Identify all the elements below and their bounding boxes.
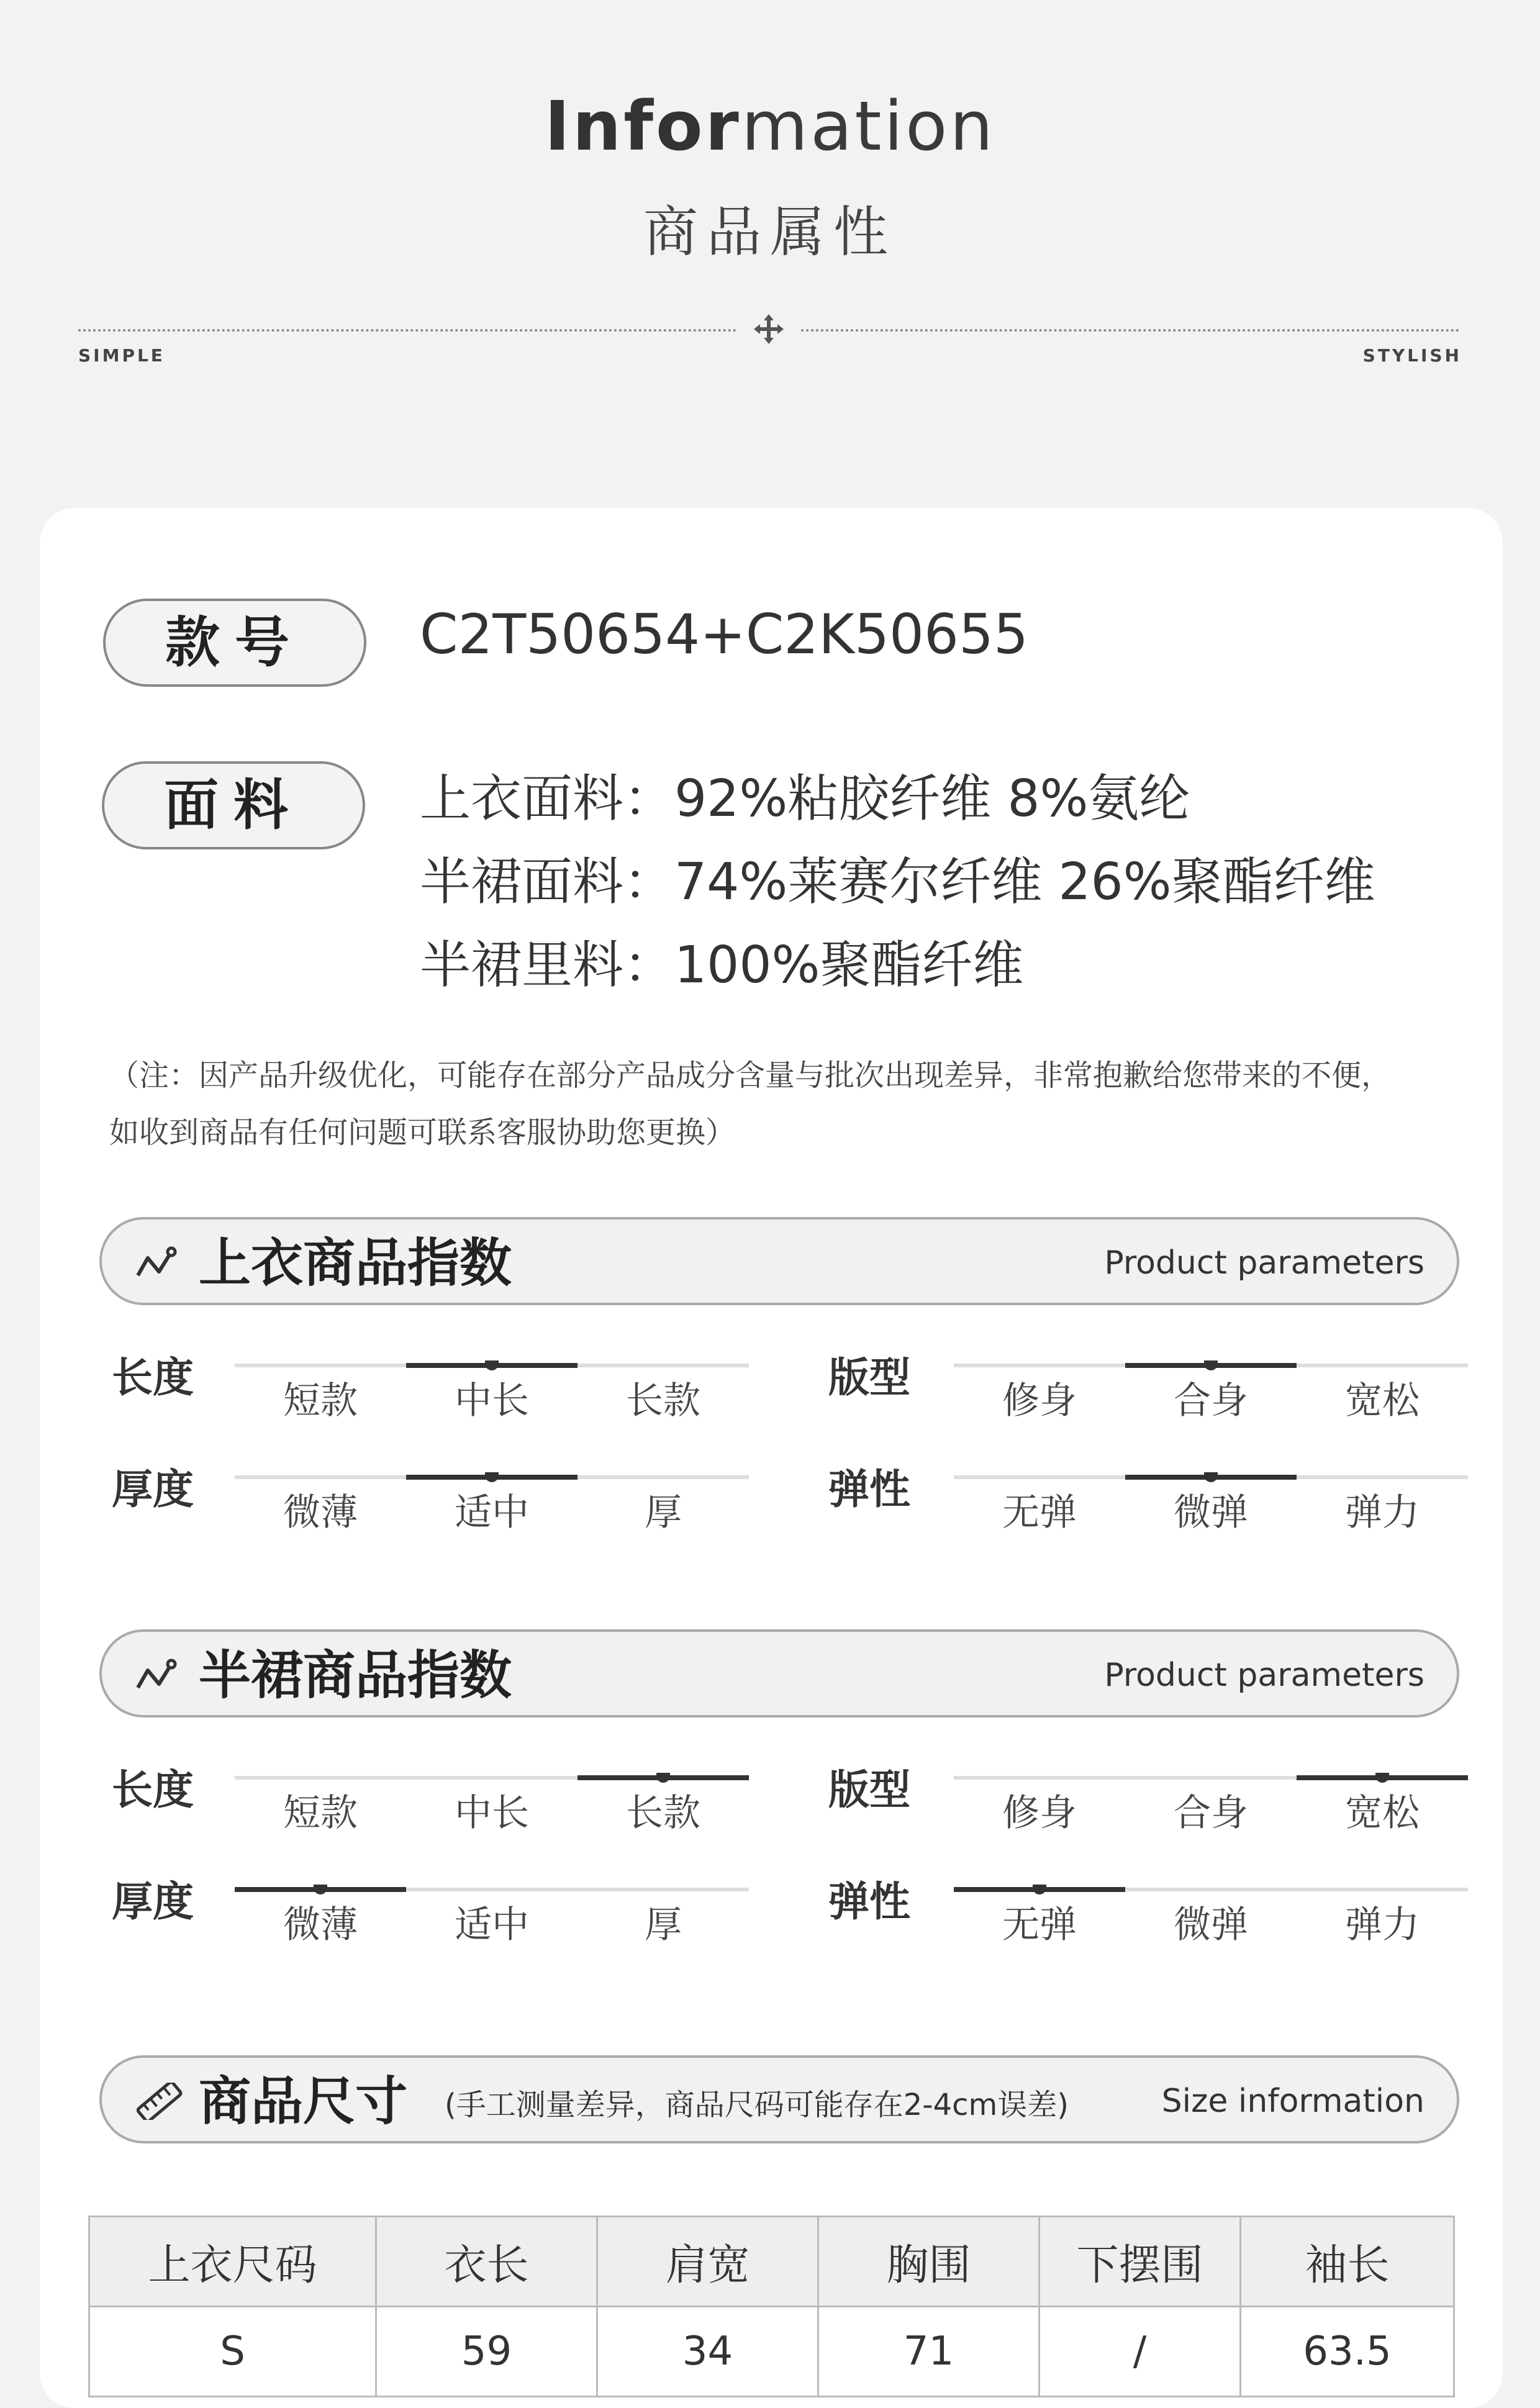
scale-selected-marker <box>406 1363 578 1368</box>
table-cell: 34 <box>597 2307 818 2397</box>
scale-selected-marker <box>1297 1775 1468 1780</box>
skirt-section-title: 半裙商品指数 <box>199 1645 512 1706</box>
scale-option: 短款 <box>283 1791 358 1835</box>
scale-track <box>954 1888 1468 1891</box>
table-header-cell: 衣长 <box>376 2217 597 2307</box>
scale-label: 长度 <box>112 1766 194 1814</box>
scale-option: 微弹 <box>1174 1903 1248 1947</box>
scale-track <box>235 1776 749 1780</box>
title-bold: Infor <box>544 86 741 166</box>
scale-track <box>954 1364 1468 1367</box>
header-subtitle: 商品属性 <box>643 200 897 264</box>
size-section-title: 商品尺寸 <box>199 2071 408 2132</box>
scale-track <box>954 1475 1468 1479</box>
top-section-title: 上衣商品指数 <box>199 1233 512 1293</box>
trend-icon <box>134 1244 184 1282</box>
scale-option: 长款 <box>626 1379 700 1423</box>
scale-option: 中长 <box>455 1791 529 1835</box>
scale-label: 弹性 <box>828 1465 910 1513</box>
skirt-section-subtitle: Product parameters <box>1104 1657 1424 1694</box>
scale-option: 微薄 <box>283 1903 358 1947</box>
scale-label: 长度 <box>112 1354 194 1401</box>
scale-option: 微弹 <box>1174 1491 1248 1534</box>
scale-option: 长款 <box>626 1791 700 1835</box>
scale-option: 短款 <box>283 1379 358 1423</box>
scale-option: 合身 <box>1174 1791 1248 1835</box>
scale-label: 厚度 <box>112 1465 194 1513</box>
fabric-label: 面料 <box>102 761 365 849</box>
model-label: 款号 <box>103 599 366 687</box>
model-value: C2T50654+C2K50655 <box>420 602 1028 666</box>
table-row <box>89 2307 1454 2397</box>
note-line: （注：因产品升级优化，可能存在部分产品成分含量与批次出现差异，非常抱歉给您带来的不便， <box>109 1058 1392 1093</box>
tag-simple: SIMPLE <box>78 345 165 366</box>
scale-label: 版型 <box>828 1354 910 1401</box>
scale-label: 弹性 <box>828 1878 910 1926</box>
top-section-subtitle: Product parameters <box>1104 1244 1424 1282</box>
scale-label: 版型 <box>828 1766 910 1814</box>
table-cell: / <box>1040 2307 1241 2397</box>
size-section-note: (手工测量差异，商品尺码可能存在2-4cm误差) <box>445 2088 1069 2122</box>
scale-option: 无弹 <box>1002 1903 1077 1947</box>
divider-right <box>801 329 1459 332</box>
table-header-cell: 肩宽 <box>597 2217 818 2307</box>
table-cell: S <box>89 2307 376 2397</box>
scale-track <box>235 1364 749 1367</box>
table-cell: 71 <box>818 2307 1040 2397</box>
table-header-cell: 胸围 <box>818 2217 1040 2307</box>
table-header-row <box>89 2217 1454 2307</box>
scale-option: 宽松 <box>1345 1791 1420 1835</box>
scale-selected-marker <box>235 1887 406 1892</box>
scale-option: 修身 <box>1002 1379 1077 1423</box>
scale-option: 修身 <box>1002 1791 1077 1835</box>
size-table <box>88 2216 1455 2397</box>
note-line: 如收到商品有任何问题可联系客服协助您更换） <box>109 1115 736 1150</box>
table-cell: 63.5 <box>1241 2307 1454 2397</box>
scale-selected-marker <box>1125 1363 1297 1368</box>
move-icon <box>751 312 786 346</box>
scale-option: 厚 <box>645 1491 682 1534</box>
size-section-subtitle: Size information <box>1161 2083 1424 2120</box>
table-header-cell: 袖长 <box>1241 2217 1454 2307</box>
scale-option: 适中 <box>455 1491 529 1534</box>
top-section-banner <box>99 1217 1459 1305</box>
scale-selected-marker <box>578 1775 749 1780</box>
scale-track <box>235 1888 749 1891</box>
scale-label: 厚度 <box>112 1878 194 1926</box>
scale-track <box>235 1475 749 1479</box>
scale-option: 弹力 <box>1345 1903 1420 1947</box>
scale-option: 弹力 <box>1345 1491 1420 1534</box>
size-section-banner <box>99 2055 1459 2143</box>
scale-option: 厚 <box>645 1903 682 1947</box>
header-title <box>0 86 1540 166</box>
scale-option: 微薄 <box>283 1491 358 1534</box>
table-header-cell: 下摆围 <box>1040 2217 1241 2307</box>
scale-option: 宽松 <box>1345 1379 1420 1423</box>
fabric-line: 半裙里料：100%聚酯纤维 <box>420 936 1024 995</box>
table-header-cell: 上衣尺码 <box>89 2217 376 2307</box>
scale-selected-marker <box>406 1475 578 1480</box>
trend-icon <box>134 1657 184 1694</box>
skirt-section-banner <box>99 1629 1459 1718</box>
scale-option: 合身 <box>1174 1379 1248 1423</box>
tag-stylish: STYLISH <box>1362 345 1462 366</box>
title-light: mation <box>741 86 996 166</box>
divider-left <box>78 329 736 332</box>
scale-option: 无弹 <box>1002 1491 1077 1534</box>
fabric-line: 上衣面料：92%粘胶纤维 8%氨纶 <box>420 769 1190 828</box>
ruler-icon <box>134 2083 184 2120</box>
scale-option: 适中 <box>455 1903 529 1947</box>
scale-option: 中长 <box>455 1379 529 1423</box>
scale-track <box>954 1776 1468 1780</box>
table-cell: 59 <box>376 2307 597 2397</box>
scale-selected-marker <box>954 1887 1125 1892</box>
scale-selected-marker <box>1125 1475 1297 1480</box>
fabric-line: 半裙面料：74%莱赛尔纤维 26%聚酯纤维 <box>420 853 1375 912</box>
